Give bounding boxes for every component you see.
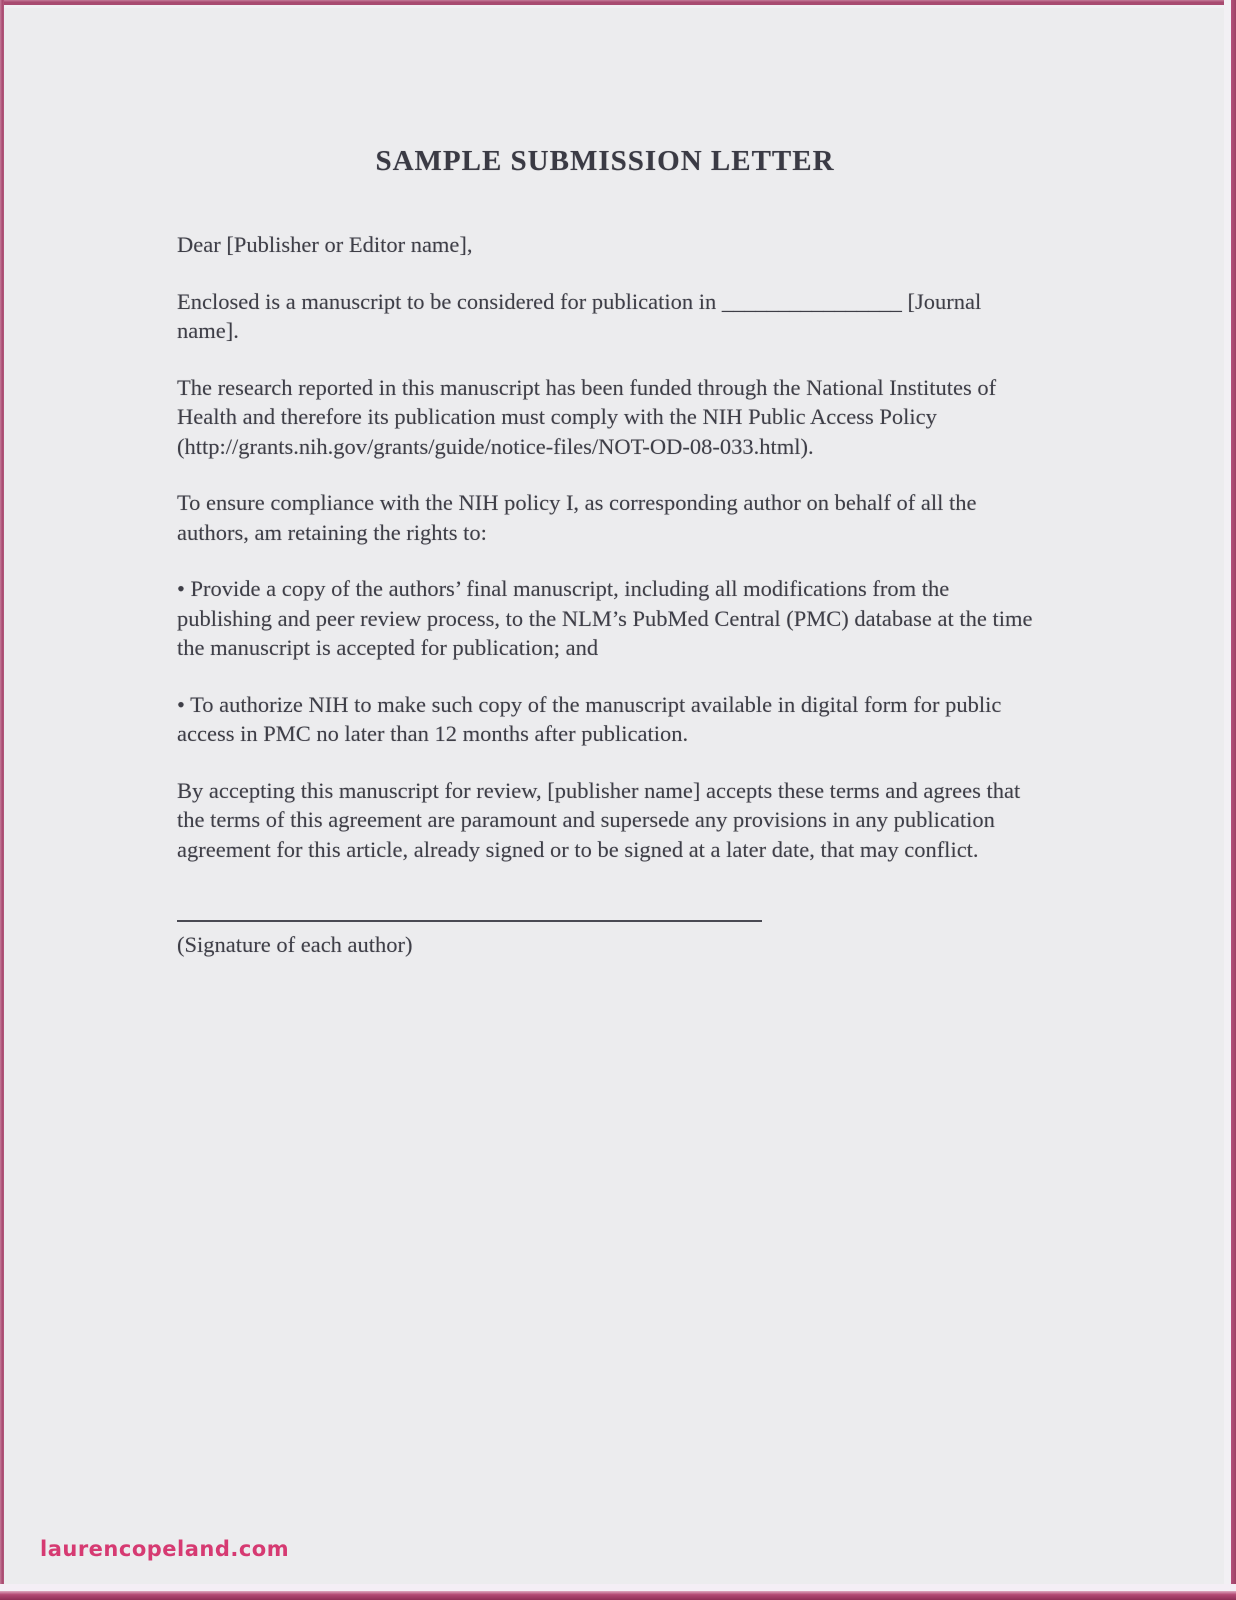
frame-top-inner-strip [0,5,1236,8]
page-title: SAMPLE SUBMISSION LETTER [375,145,835,177]
signature-caption: (Signature of each author) [177,932,413,957]
frame-right-inner-strip [1224,0,1231,1600]
letter-content [177,145,1033,960]
salutation: Dear [Publisher or Editor name], [177,232,473,257]
bullet-authorize-nih: • To authorize NIH to make such copy of the manuscript available in digital form for public access in PMC no later than 12 months after publication. [177,691,1002,746]
signature-block [177,920,1033,960]
watermark-site-name: laurencopeland.com [40,1537,290,1561]
frame-right-border [1231,0,1236,1600]
bullet-provide-copy: • Provide a copy of the authors’ final manuscript, including all modifications from the publishing and peer review process, to the NLM’s PubMed Central (PMC) database at the time the manuscript is accepted for publication; and [177,576,1033,660]
frame-bottom-border [0,1591,1236,1600]
frame-left-border [0,0,4,1600]
paragraph-compliance-intro: To ensure compliance with the NIH policy I, as corresponding author on behalf of all the authors, am retaining the rights to: [177,490,977,545]
signature-line [177,920,762,922]
paragraph-terms-agreement: By accepting this manuscript for review, [publisher name] accepts these terms and agrees that the terms of this agreement are paramount and supersede any provisions in any publication agreement for this article, already signed or to be signed at a later date, that may conflict. [177,777,1021,862]
paragraph-nih-funding: The research reported in this manuscript has been funded through the National Institutes of Health and therefore its publication must comply with the NIH Public Access Policy (http://grants.nih.gov/grants/guide/notice-files/NOT-OD-08-033.html). [177,374,997,459]
paragraph-enclosed-manuscript: Enclosed is a manuscript to be considered for publication in ________________ [Journal name]. [177,288,982,343]
frame-bottom-inner-strip [0,1584,1236,1591]
